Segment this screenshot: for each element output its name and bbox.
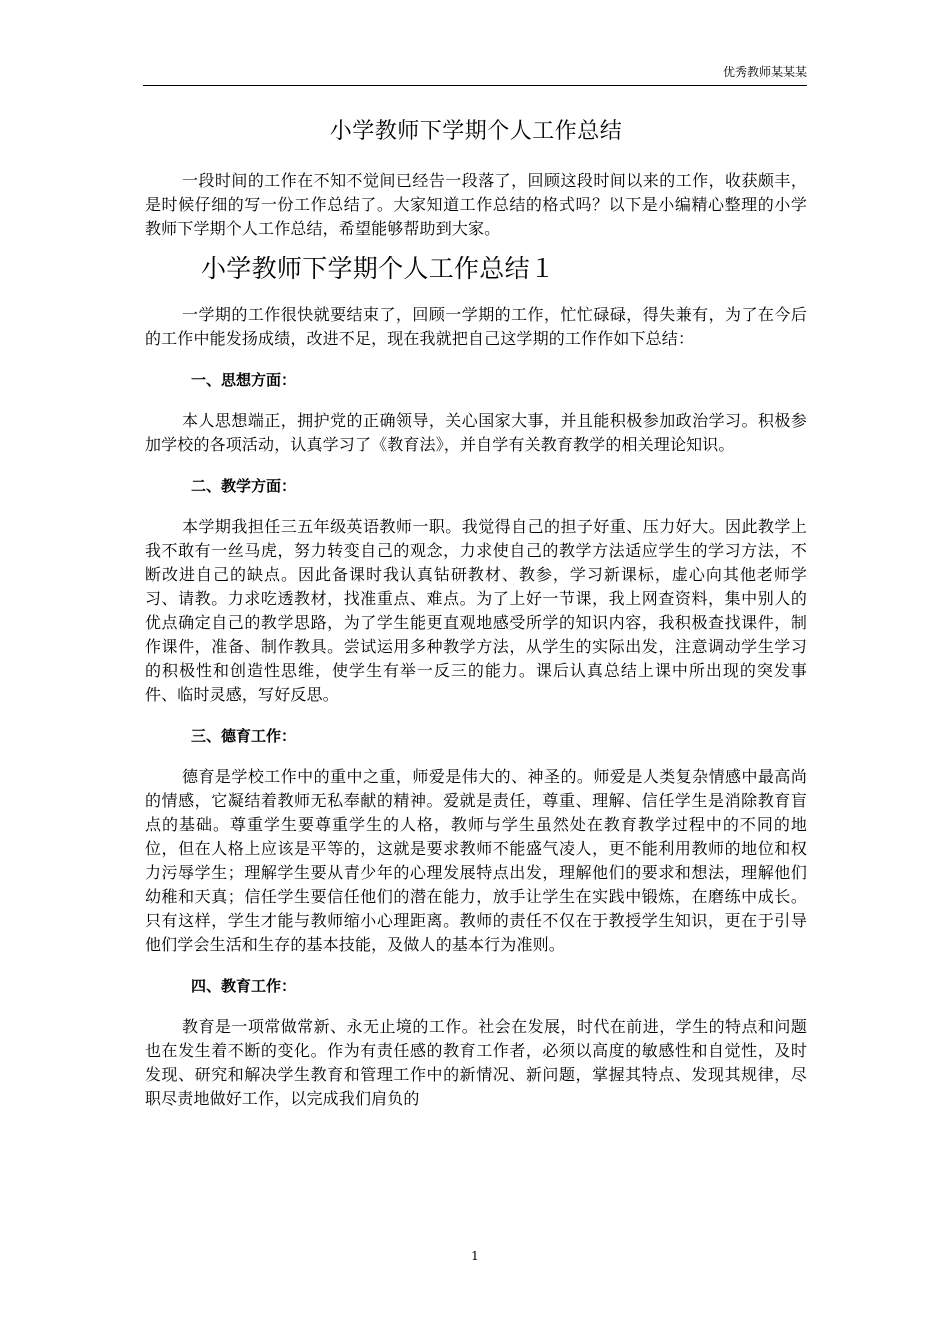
subsection-heading-education: 四、教育工作：: [191, 977, 297, 995]
intro-paragraph: 一段时间的工作在不知不觉间已经告一段落了，回顾这段时间以来的工作，收获颇丰，是时候仔细的写一份工作总结了。大家知道工作总结的格式吗？以下是小编精心整理的小学教师下学期个人工作总结，希望能够帮助到大家。: [145, 171, 807, 238]
document-body: [145, 112, 807, 1111]
section-intro-paragraph: 一学期的工作很快就要结束了，回顾一学期的工作，忙忙碌碌，得失兼有，为了在今后的工作中能发扬成绩，改进不足，现在我就把自己这学期的工作作如下总结：: [145, 305, 807, 348]
page-header-author: 优秀教师某某某: [722, 65, 807, 79]
section-title: 小学教师下学期个人工作总结１: [201, 254, 556, 283]
subsection-body-thought: 本人思想端正，拥护党的正确领导，关心国家大事，并且能积极参加政治学习。积极参加学校的各项活动，认真学习了《教育法》，并自学有关教育教学的相关理论知识。: [145, 411, 807, 454]
document-title: 小学教师下学期个人工作总结: [329, 119, 623, 144]
page-number: 1: [471, 1249, 479, 1263]
subsection-body-moral: 德育是学校工作中的重中之重，师爱是伟大的、神圣的。师爱是人类复杂情感中最高尚的情感，它凝结着教师无私奉献的精神。爱就是责任，尊重、理解、信任学生是消除教育盲点的基础。尊重学生要尊重学生的人格，教师与学生虽然处在教育教学过程中的不同的地位，但在人格上应该是平等的，这就是要求教师不能盛气凌人，更不能利用教师的地位和权力污辱学生；理解学生要从青少年的心理发展特点出发，理解他们的要求和想法，理解他们幼稚和天真；信任学生要信任他们的潜在能力，放手让学生在实践中锻炼，在磨练中成长。只有这样，学生才能与教师缩小心理距离。教师的责任不仅在于教授学生知识，更在于引导他们学会生活和生存的基本技能，及做人的基本行为准则。: [145, 767, 807, 954]
subsection-body-education: 教育是一项常做常新、永无止境的工作。社会在发展，时代在前进，学生的特点和问题也在发生着不断的变化。作为有责任感的教育工作者，必须以高度的敏感性和自觉性，及时发现、研究和解决学生教育和管理工作中的新情况、新问题，掌握其特点、发现其规律，尽职尽责地做好工作，以完成我们肩负的: [145, 1017, 807, 1108]
subsection-heading-teaching: 二、教学方面：: [191, 477, 297, 495]
header-divider: [143, 85, 807, 86]
subsection-heading-moral: 三、德育工作：: [191, 727, 297, 745]
subsection-body-teaching: 本学期我担任三五年级英语教师一职。我觉得自己的担子好重、压力好大。因此教学上我不敢有一丝马虎，努力转变自己的观念，力求使自己的教学方法适应学生的学习方法，不断改进自己的缺点。因此备课时我认真钻研教材、教参，学习新课标，虚心向其他老师学习、请教。力求吃透教材，找准重点、难点。为了上好一节课，我上网查资料，集中别人的优点确定自己的教学思路，为了学生能更直观地感受所学的知识内容，我积极查找课件，制作课件，准备、制作教具。尝试运用多种教学方法，从学生的实际出发，注意调动学生学习的积极性和创造性思维，使学生有举一反三的能力。课后认真总结上课中所出现的突发事件、临时灵感，写好反思。: [145, 517, 807, 704]
subsection-heading-thought: 一、思想方面：: [191, 371, 297, 389]
